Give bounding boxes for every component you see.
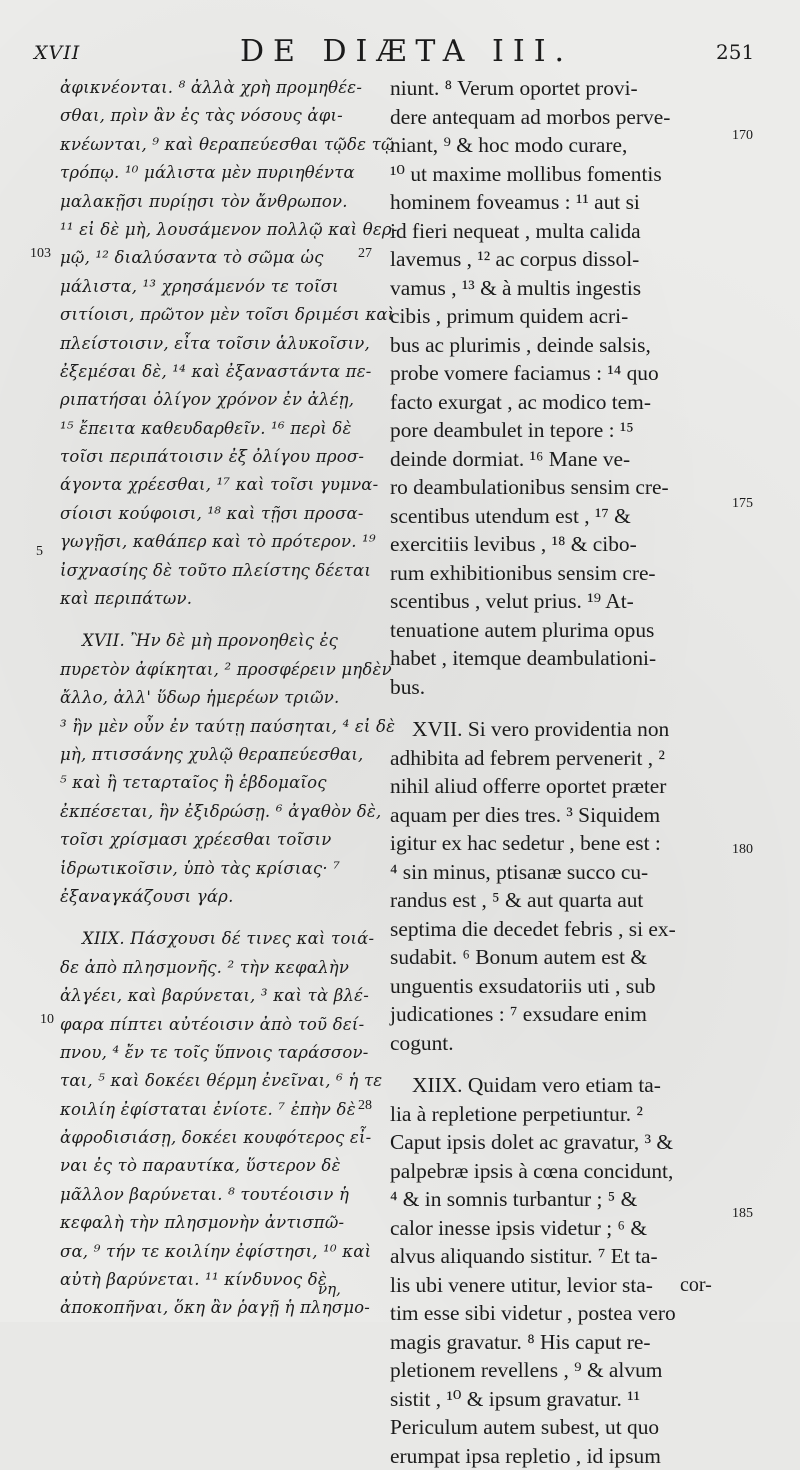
catchword: cor- bbox=[680, 1274, 712, 1297]
text-line: pore deambulet in tepore : ¹⁵ bbox=[390, 416, 726, 445]
text-line: ro deambulationibus sensim cre- bbox=[390, 473, 726, 502]
text-line: judicationes : ⁷ exsudare enim bbox=[390, 1000, 726, 1029]
text-line: XIIX. Πάσχουσι δέ τινες καὶ τοιά- bbox=[60, 925, 360, 953]
margin-line-number: 180 bbox=[732, 842, 753, 858]
text-line: lia à repletione perpetiuntur. ² bbox=[390, 1100, 726, 1129]
text-line: septima die decedet febris , si ex- bbox=[390, 915, 726, 944]
greek-column bbox=[60, 74, 360, 1323]
text-line: ριπατήσαι ὀλίγον χρόνον ἐν ἀλέῃ, bbox=[60, 386, 360, 414]
text-line: facto exurgat , ac modico tem- bbox=[390, 388, 726, 417]
text-line: lis ubi venere utitur, levior sta- bbox=[390, 1271, 726, 1300]
text-line: ⁴ & in somnis turbantur ; ⁵ & bbox=[390, 1185, 726, 1214]
text-line: hominem foveamus : ¹¹ aut si bbox=[390, 188, 726, 217]
text-line: tenuatione autem plurima opus bbox=[390, 616, 726, 645]
text-line: ἐξαναγκάζουσι γάρ. bbox=[60, 883, 360, 911]
text-line: palpebræ ipsis à cœna concidunt, bbox=[390, 1157, 726, 1186]
text-line: ἀλγέει, καὶ βαρύνεται, ³ καὶ τὰ βλέ- bbox=[60, 982, 360, 1010]
page-number: 251 bbox=[716, 40, 754, 64]
text-line: magis gravatur. ⁸ His caput re- bbox=[390, 1328, 726, 1357]
text-line: τοῖσι περιπάτοισιν ἐξ ὀλίγου προσ- bbox=[60, 443, 360, 471]
text-line: bus. bbox=[390, 673, 726, 702]
text-line: τοῖσι χρίσμασι χρέεσθαι τοῖσιν bbox=[60, 826, 360, 854]
text-line: adhibita ad febrem pervenerit , ² bbox=[390, 744, 726, 773]
text-line: ¹⁵ ἔπειτα καθευδαρθεῖν. ¹⁶ περὶ δὲ bbox=[60, 415, 360, 443]
text-line: σιτίοισι, πρῶτον μὲν τοῖσι δριμέσι καὶ bbox=[60, 301, 360, 329]
paragraph-gap bbox=[60, 613, 360, 627]
text-line: Periculum autem subest, ut quo bbox=[390, 1413, 726, 1442]
margin-line-number: 27 bbox=[358, 246, 372, 262]
text-line: ναι ἐς τὸ παραυτίκα, ὕστερον δὲ bbox=[60, 1152, 360, 1180]
text-line: cibis , primum quidem acri- bbox=[390, 302, 726, 331]
paragraph-gap bbox=[390, 1057, 726, 1071]
text-line: φαρα πίπτει αὐτέοισιν ἀπὸ τοῦ δεί- bbox=[60, 1011, 360, 1039]
text-line: randus est , ⁵ & aut quarta aut bbox=[390, 886, 726, 915]
text-line: tim esse sibi videtur , postea vero bbox=[390, 1299, 726, 1328]
text-line: igitur ex hac sedetur , bene est : bbox=[390, 829, 726, 858]
text-line: πνου, ⁴ ἔν τε τοῖς ὕπνοις ταράσσον- bbox=[60, 1039, 360, 1067]
text-line: exercitiis levibus , ¹⁸ & cibo- bbox=[390, 530, 726, 559]
text-line: ἀφροδισιάσῃ, δοκέει κουφότερος εἶ- bbox=[60, 1124, 360, 1152]
section-marker: XVII bbox=[34, 42, 80, 64]
margin-line-number: 170 bbox=[732, 128, 753, 144]
text-line: sudabit. ⁶ Bonum autem est & bbox=[390, 943, 726, 972]
text-line: γωγῇσι, καθάπερ καὶ τὸ πρότερον. ¹⁹ bbox=[60, 528, 360, 556]
text-line: μὴ, πτισσάνης χυλῷ θεραπεύεσθαι, bbox=[60, 741, 360, 769]
text-line: δε ἀπὸ πλησμονῆς. ² τὴν κεφαλὴν bbox=[60, 954, 360, 982]
text-line: bus ac plurimis , deinde salsis, bbox=[390, 331, 726, 360]
text-line: scentibus , velut prius. ¹⁹ At- bbox=[390, 587, 726, 616]
text-line: vamus , ¹³ & à multis ingestis bbox=[390, 274, 726, 303]
text-line: ἐκπέσεται, ἢν ἐξιδρώσῃ. ⁶ ἀγαθὸν δὲ, bbox=[60, 798, 360, 826]
text-line: erumpat ipsa repletio , id ipsum bbox=[390, 1442, 726, 1470]
text-line: probe vomere faciamus : ¹⁴ quo bbox=[390, 359, 726, 388]
text-line: πυρετὸν ἀφίκηται, ² προσφέρειν μηδὲν bbox=[60, 656, 360, 684]
text-line: ἄλλο, ἀλλ' ὕδωρ ἡμερέων τριῶν. bbox=[60, 684, 360, 712]
text-line: μάλιστα, ¹³ χρησάμενόν τε τοῖσι bbox=[60, 273, 360, 301]
text-line: deinde dormiat. ¹⁶ Mane ve- bbox=[390, 445, 726, 474]
text-line: πλείστοισιν, εἶτα τοῖσιν ἁλυκοῖσιν, bbox=[60, 330, 360, 358]
margin-line-number: 28 bbox=[358, 1098, 372, 1114]
text-line: σίοισι κούφοισι, ¹⁸ καὶ τῇσι προσα- bbox=[60, 500, 360, 528]
text-line: rum exhibitionibus sensim cre- bbox=[390, 559, 726, 588]
text-line: μῷ, ¹² διαλύσαντα τὸ σῶμα ὡς bbox=[60, 244, 360, 272]
text-line: ἀφικνέονται. ⁸ ἀλλὰ χρὴ προμηθέε- bbox=[60, 74, 360, 102]
text-line: κνέωνται, ⁹ καὶ θεραπεύεσθαι τῷδε τῷ bbox=[60, 131, 360, 159]
text-line: cogunt. bbox=[390, 1029, 726, 1058]
text-line: alvus aliquando sistitur. ⁷ Et ta- bbox=[390, 1242, 726, 1271]
text-line: ¹¹ εἰ δὲ μὴ, λουσάμενον πολλῷ καὶ θερ- bbox=[60, 216, 360, 244]
text-line: ἐξεμέσαι δὲ, ¹⁴ καὶ ἐξαναστάντα πε- bbox=[60, 358, 360, 386]
text-line: αὐτὴ βαρύνεται. ¹¹ κίνδυνος δὲ bbox=[60, 1266, 360, 1294]
text-line: κεφαλὴ τὴν πλησμονὴν ἀντισπῶ- bbox=[60, 1209, 360, 1237]
text-line: ἰσχνασίης δὲ τοῦτο πλείστης δέεται bbox=[60, 557, 360, 585]
page-title: DE DIÆTA III. bbox=[240, 34, 573, 69]
paragraph-gap bbox=[60, 911, 360, 925]
text-line: scentibus utendum est , ¹⁷ & bbox=[390, 502, 726, 531]
text-line: σα, ⁹ τήν τε κοιλίην ἐφίστησι, ¹⁰ καὶ bbox=[60, 1238, 360, 1266]
text-line: μᾶλλον βαρύνεται. ⁸ τουτέοισιν ἡ bbox=[60, 1181, 360, 1209]
margin-line-number: 5 bbox=[36, 544, 43, 560]
text-line: habet , itemque deambulationi- bbox=[390, 644, 726, 673]
text-line: Caput ipsis dolet ac gravatur, ³ & bbox=[390, 1128, 726, 1157]
text-line: XVII. Ἢν δὲ μὴ προνοηθεὶς ἐς bbox=[60, 627, 360, 655]
text-line: κοιλίη ἐφίσταται ἐνίοτε. ⁷ ἐπὴν δὲ bbox=[60, 1096, 360, 1124]
margin-line-number: 175 bbox=[732, 496, 753, 512]
text-line: άγοντα χρέεσθαι, ¹⁷ καὶ τοῖσι γυμνα- bbox=[60, 471, 360, 499]
latin-column bbox=[390, 74, 726, 1470]
text-line: μαλακῇσι πυρίῃσι τὸν ἄνθρωπον. bbox=[60, 188, 360, 216]
margin-line-number: 185 bbox=[732, 1206, 753, 1222]
text-line: niant, ⁹ & hoc modo curare, bbox=[390, 131, 726, 160]
running-header bbox=[0, 34, 800, 70]
text-line: aquam per dies tres. ³ Siquidem bbox=[390, 801, 726, 830]
text-line: ⁴ sin minus, ptisanæ succo cu- bbox=[390, 858, 726, 887]
paragraph-gap bbox=[390, 701, 726, 715]
text-line: unguentis exsudatoriis uti , sub bbox=[390, 972, 726, 1001]
text-line: ¹⁰ ut maxime mollibus fomentis bbox=[390, 160, 726, 189]
text-line: ³ ἢν μὲν οὖν ἐν ταύτῃ παύσηται, ⁴ εἰ δὲ bbox=[60, 713, 360, 741]
text-line: ἀποκοπῆναι, ὅκη ἂν ῥαγῇ ἡ πλησμο- bbox=[60, 1294, 360, 1322]
text-line: ται, ⁵ καὶ δοκέει θέρμη ἐνεῖναι, ⁶ ἡ τε bbox=[60, 1067, 360, 1095]
text-line: sistit , ¹⁰ & ipsum gravatur. ¹¹ bbox=[390, 1385, 726, 1414]
text-line: XVII. Si vero providentia non bbox=[390, 715, 726, 744]
text-line: τρόπῳ. ¹⁰ μάλιστα μὲν πυριηθέντα bbox=[60, 159, 360, 187]
signature-mark: νη, bbox=[318, 1280, 341, 1298]
text-line: καὶ περιπάτων. bbox=[60, 585, 360, 613]
text-line: dere antequam ad morbos perve- bbox=[390, 103, 726, 132]
text-line: XIIX. Quidam vero etiam ta- bbox=[390, 1071, 726, 1100]
text-line: ἱδρωτικοῖσιν, ὑπὸ τὰς κρίσιας· ⁷ bbox=[60, 855, 360, 883]
text-line: calor inesse ipsis videtur ; ⁶ & bbox=[390, 1214, 726, 1243]
text-line: id fieri nequeat , multa calida bbox=[390, 217, 726, 246]
margin-line-number: 103 bbox=[30, 246, 51, 262]
text-line: pletionem revellens , ⁹ & alvum bbox=[390, 1356, 726, 1385]
text-line: ⁵ καὶ ἢ τεταρταῖος ἢ ἑβδομαῖος bbox=[60, 769, 360, 797]
text-line: nihil aliud offerre oportet præter bbox=[390, 772, 726, 801]
margin-line-number: 10 bbox=[40, 1012, 54, 1028]
text-line: lavemus , ¹² ac corpus dissol- bbox=[390, 245, 726, 274]
text-line: σθαι, πρὶν ἂν ἐς τὰς νόσους ἀφι- bbox=[60, 102, 360, 130]
text-line: niunt. ⁸ Verum oportet provi- bbox=[390, 74, 726, 103]
